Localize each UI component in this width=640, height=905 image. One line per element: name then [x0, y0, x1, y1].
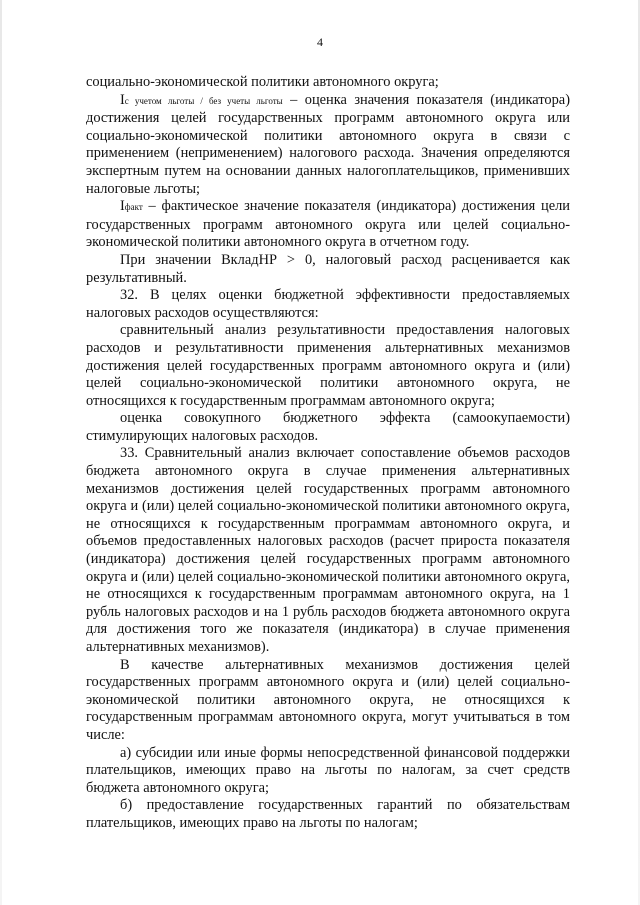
paragraph: а) субсидии или иные формы непосредственной финансовой поддержки плательщиков, имеющих право на льготы по налогам, за счет средств бюджета автономного округа;	[86, 744, 570, 796]
paragraph: Iс учетом льготы / без учеты льготы – оценка значения показателя (индикатора) достижения целей государственных программ автономного округа или социально-экономической политики автономного округа в связи с применением (неприменением) налогового расхода. Значения определяются экспертным путем на основании данных налогоплательщиков, применивших налоговые льготы;	[86, 91, 570, 197]
paragraph: б) предоставление государственных гарантий по обязательствам плательщиков, имеющих право на льготы по налогам;	[86, 797, 570, 831]
scan-edge-left	[0, 0, 2, 905]
page-number: 4	[317, 35, 323, 49]
paragraph: 33. Сравнительный анализ включает сопоставление объемов расходов бюджета автономного округа в случае применения альтернативных механизмов достижения целей государственных программ автономного округа и (или) целей социально-экономической политики автономного округа, не относящихся к государственным программам автономного округа, и объемов предоставленных налоговых расходов (расчет прироста показателя (индикатора) достижения целей государственных программ автономного округа и (или) целей социально-экономической политики автономного округа, не относящихся к государственным программам автономного округа, на 1 рубль налоговых расходов и на 1 рубль расходов бюджета автономного округа для достижения того же показателя (индикатора) в случае применения альтернативных механизмов).	[86, 445, 570, 655]
paragraph: социально-экономической политики автономного округа;	[86, 74, 439, 90]
paragraph: При значении ВкладНР > 0, налоговый расход расценивается как результативный.	[86, 251, 570, 286]
paragraph: Iфакт – фактическое значение показателя (индикатора) достижения цели государственных программ автономного округа или целей социально-экономической политики автономного округа в отчетном году.	[86, 198, 570, 251]
paragraph: оценка совокупного бюджетного эффекта (самоокупаемости) стимулирующих налоговых расходов.	[86, 410, 570, 444]
paragraph: сравнительный анализ результативности предоставления налоговых расходов и результативности применения альтернативных механизмов достижения целей государственных программ автономного округа и (или) целей социально-экономической политики автономного округа, не относящихся к государственным программам автономного округа;	[86, 322, 570, 409]
paragraph: В качестве альтернативных механизмов достижения целей государственных программ автономного округа и (или) целей социально-экономической политики автономного округа, не относящихся к государственным программам автономного округа, могут учитываться в том числе:	[86, 656, 570, 743]
paragraph: 32. В целях оценки бюджетной эффективности предоставляемых налоговых расходов осуществляются:	[86, 287, 570, 321]
document-body	[86, 74, 570, 833]
